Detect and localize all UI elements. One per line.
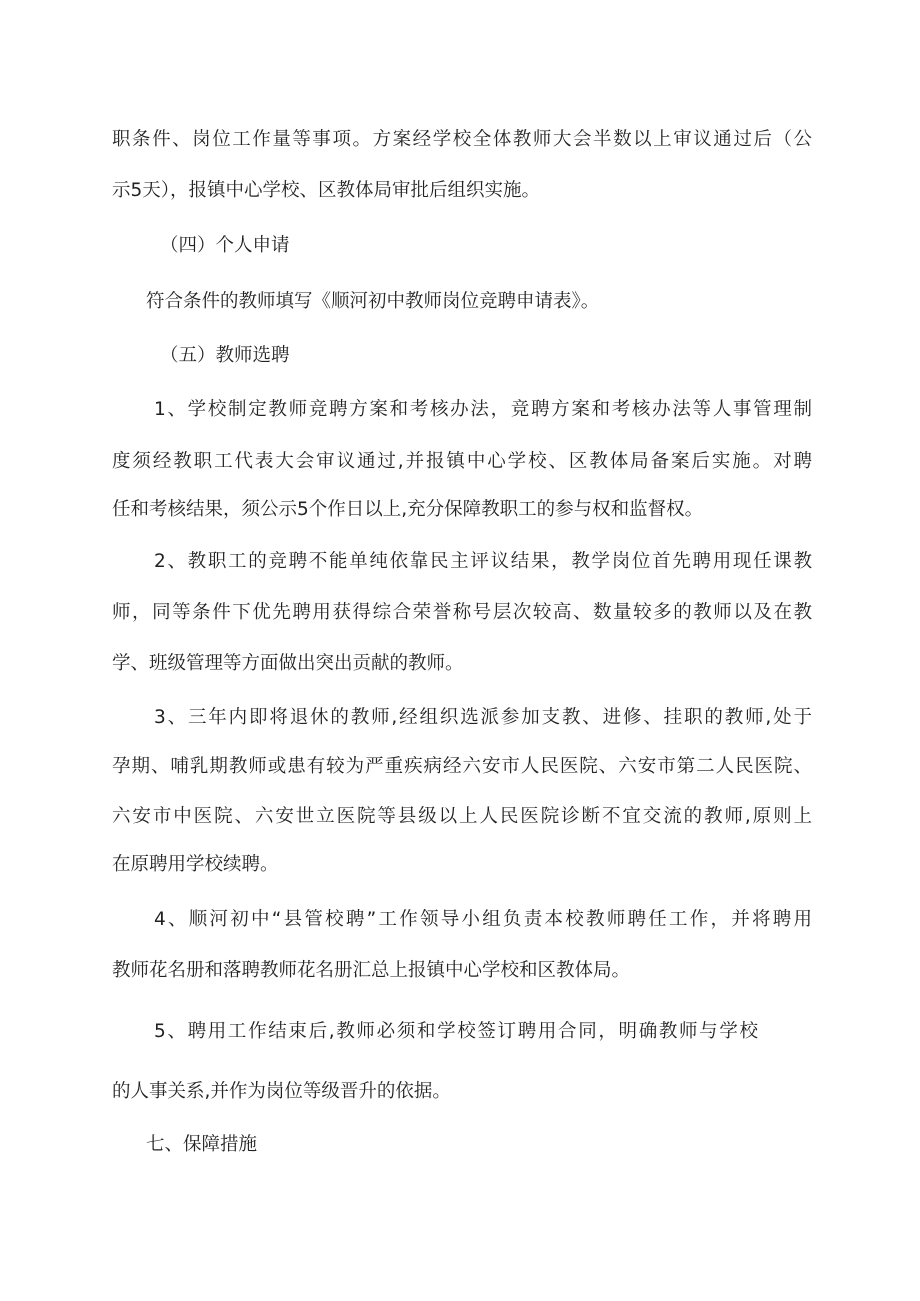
paragraph-line: 六安市中医院、六安世立医院等县级以上人民医院诊断不宜交流的教师,原则上 xyxy=(112,806,812,827)
paragraph-line: 1、学校制定教师竞聘方案和考核办法，竞聘方案和考核办法等人事管理制 xyxy=(154,399,812,420)
paragraph-line: 度须经教职工代表大会审议通过,并报镇中心学校、区教体局备案后实施。对聘 xyxy=(112,451,812,472)
paragraph-line: 孕期、哺乳期教师或患有较为严重疾病经六安市人民医院、六安市第二人民医院、 xyxy=(112,756,812,777)
paragraph-line: 学、班级管理等方面做出突出贡献的教师。 xyxy=(112,653,464,674)
section-heading: （五）教师选聘 xyxy=(160,345,290,366)
paragraph-line: 5、聘用工作结束后,教师必须和学校签订聘用合同，明确教师与学校 xyxy=(154,1021,758,1042)
paragraph-line: 师，同等条件下优先聘用获得综合荣誉称号层次较高、数量较多的教师以及在教 xyxy=(112,602,812,623)
paragraph-line: 3、三年内即将退休的教师,经组织选派参加支教、进修、挂职的教师,处于 xyxy=(154,707,812,728)
paragraph-line: 任和考核结果，须公示5个作日以上,充分保障教职工的参与权和监督权。 xyxy=(112,499,704,520)
paragraph-line: 4、顺河初中“县管校聘”工作领导小组负责本校教师聘任工作，并将聘用 xyxy=(154,909,812,930)
paragraph-line: 在原聘用学校续聘。 xyxy=(112,854,279,875)
section-heading: （四）个人申请 xyxy=(160,235,290,256)
paragraph-line: 的人事关系,并作为岗位等级晋升的依据。 xyxy=(112,1081,451,1102)
section-heading: 七、保障措施 xyxy=(146,1134,258,1155)
paragraph-line: 示5天），报镇中心学校、区教体局审批后组织实施。 xyxy=(112,180,541,201)
paragraph-line: 2、教职工的竞聘不能单纯依靠民主评议结果，教学岗位首先聘用现任课教 xyxy=(154,551,812,572)
paragraph-line: 教师花名册和落聘教师花名册汇总上报镇中心学校和区教体局。 xyxy=(112,960,631,981)
paragraph-line: 职条件、岗位工作量等事项。方案经学校全体教师大会半数以上审议通过后（公 xyxy=(112,129,812,150)
paragraph-line: 符合条件的教师填写《顺河初中教师岗位竞聘申请表》。 xyxy=(146,291,600,312)
